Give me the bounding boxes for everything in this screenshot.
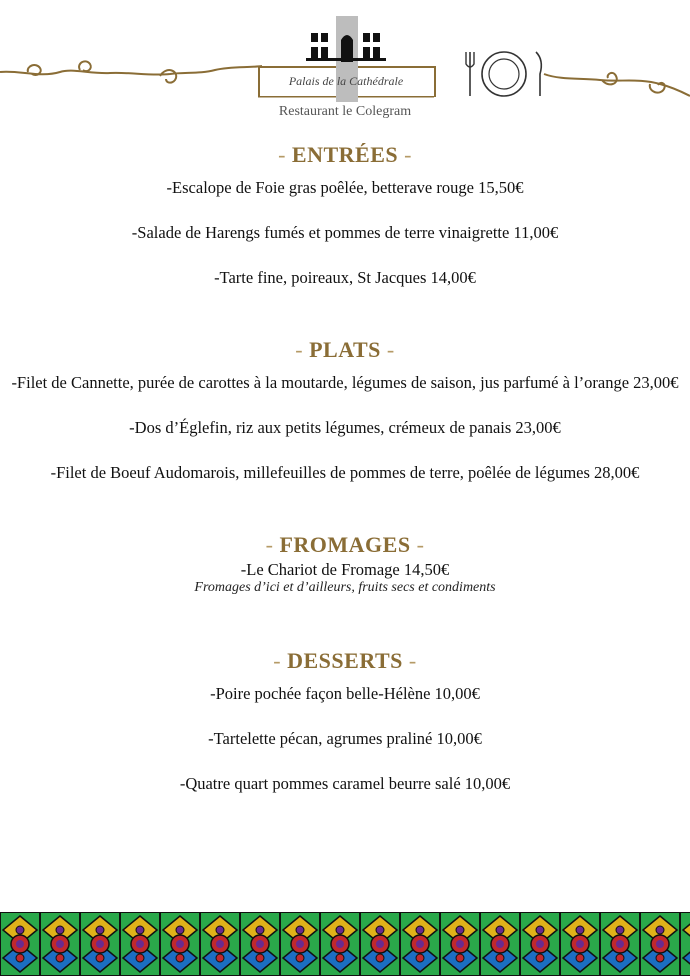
menu-item: -Salade de Harengs fumés et pommes de terre vinaigrette 11,00€	[131, 223, 559, 242]
menu-item: -Filet de Cannette, purée de carottes à la moutarde, légumes de saison, jus parfumé à l’orange 23,00€	[11, 373, 679, 392]
menu-item: -Tarte fine, poireaux, St Jacques 14,00€	[214, 268, 476, 287]
menu-item: -Escalope de Foie gras poêlée, betterave rouge 15,50€	[166, 178, 524, 197]
menu-item: -Quatre quart pommes caramel beurre salé 10,00€	[179, 774, 511, 793]
stained-glass-pattern	[0, 912, 690, 976]
menu-item: -Le Chariot de Fromage 14,50€	[240, 560, 450, 579]
logo-name: Palais de la Cathédrale	[288, 74, 404, 88]
section-entrees	[0, 142, 690, 287]
header	[0, 0, 690, 130]
section-desserts	[0, 648, 690, 793]
menu-item: -Filet de Boeuf Audomarois, millefeuilles de pommes de terre, poêlée de légumes 28,00€	[50, 463, 640, 482]
restaurant-name: Restaurant le Colegram	[278, 104, 412, 119]
fork-plate-knife-icon	[466, 52, 541, 96]
section-title: - DESSERTS -	[273, 648, 417, 673]
section-fromages	[0, 532, 690, 596]
menu	[0, 140, 690, 793]
stained-glass-band	[0, 912, 690, 976]
menu-item: -Tartelette pécan, agrumes praliné 10,00€	[208, 729, 482, 748]
section-title: - FROMAGES -	[265, 532, 425, 557]
section-title: - PLATS -	[295, 337, 395, 362]
menu-item: -Dos d’Églefin, riz aux petits légumes, crémeux de panais 23,00€	[129, 418, 561, 437]
menu-item: -Poire pochée façon belle-Hélène 10,00€	[210, 684, 480, 703]
section-plats	[0, 337, 690, 482]
building-icon	[306, 16, 386, 102]
menu-item-note: Fromages d’ici et d’ailleurs, fruits secs et condiments	[194, 580, 496, 595]
section-title: - ENTRÉES -	[278, 142, 412, 167]
